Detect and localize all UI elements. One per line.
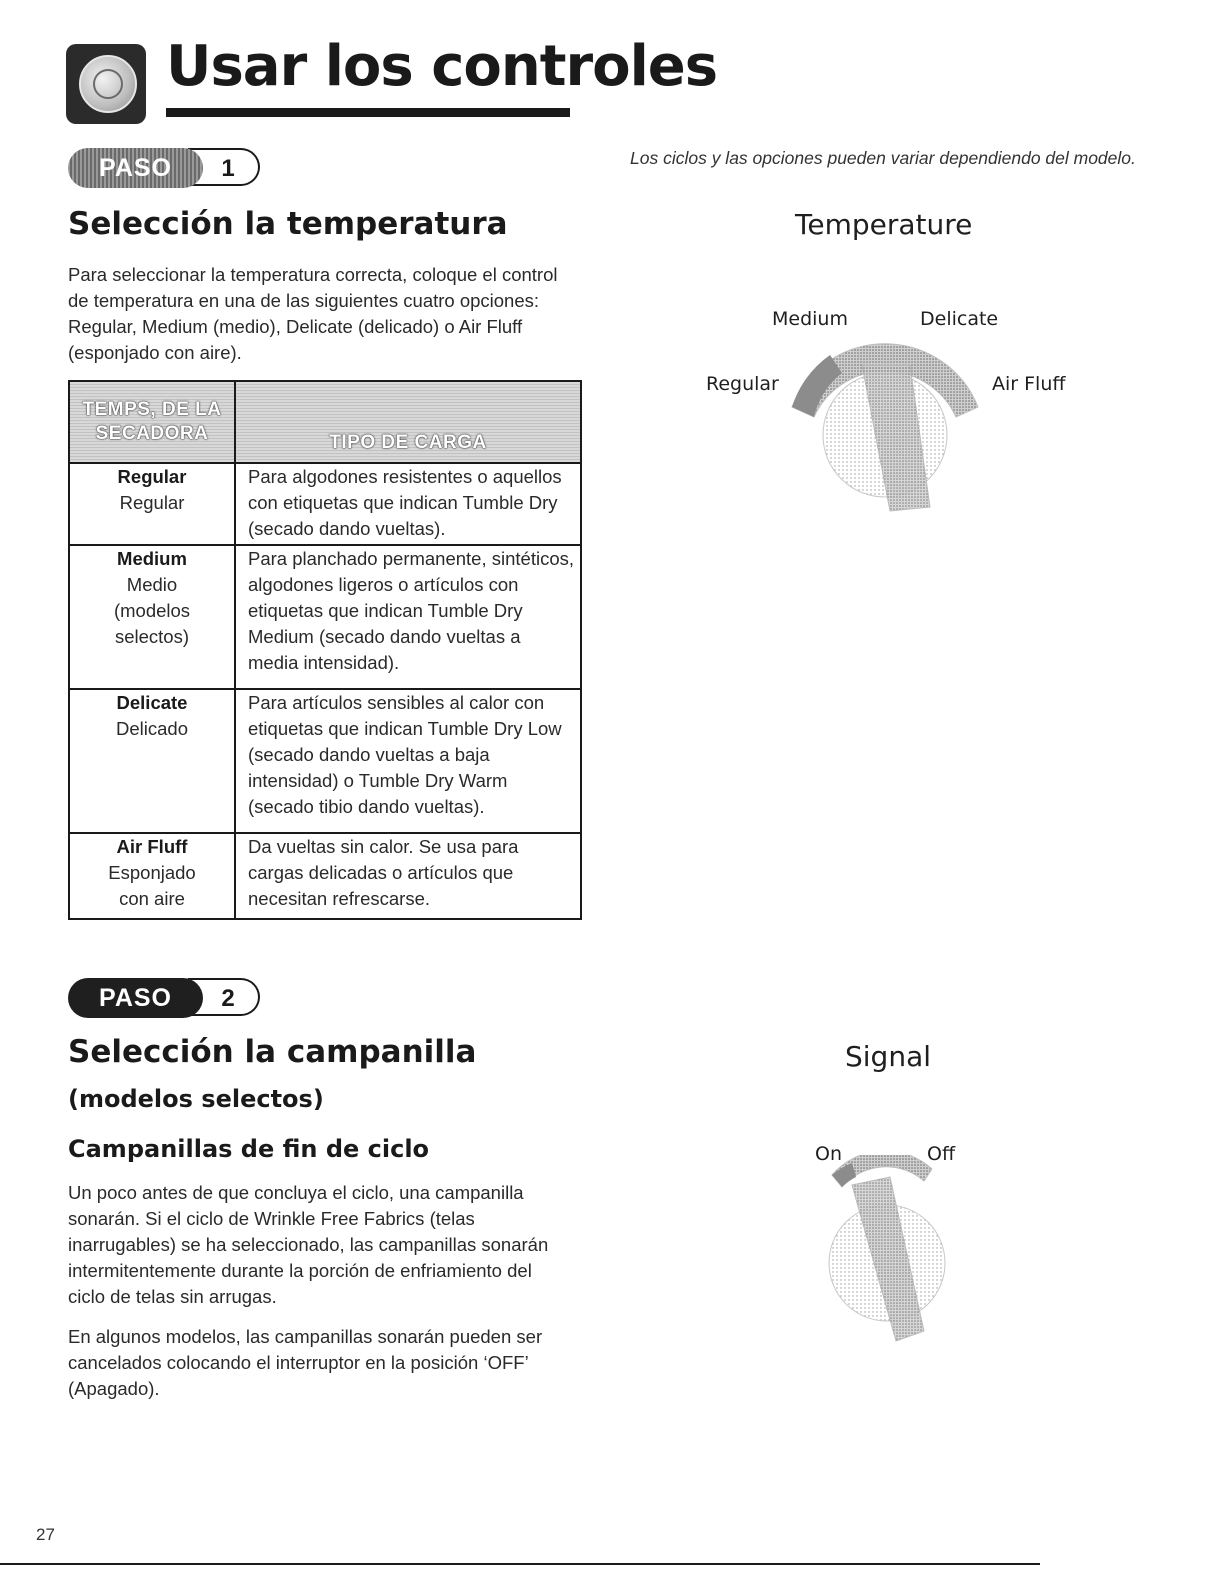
column-header-tipo: TIPO DE CARGA bbox=[235, 381, 581, 463]
section-heading-temperature: Selección la temperatura bbox=[68, 206, 508, 242]
table-row: Air Fluff Esponjado con aire Da vueltas sin calor. Se usa para cargas delicadas o artículos que necesitan refrescarse. bbox=[69, 833, 581, 919]
column-header-temps: TEMPS, DE LA SECADORA bbox=[69, 381, 235, 463]
table-row: Delicate Delicado Para artículos sensibles al calor con etiquetas que indican Tumble Dry Low (secado dando vueltas a baja intensidad) o Tumble Dry Warm (secado tibio dando vueltas). bbox=[69, 689, 581, 833]
table-row: Regular Regular Para algodones resistentes o aquellos con etiquetas que indican Tumble Dry (secado dando vueltas). bbox=[69, 463, 581, 545]
dial-icon bbox=[66, 44, 146, 124]
temperature-dial-title: Temperature bbox=[795, 208, 973, 241]
step-badge-label: PASO bbox=[68, 978, 203, 1018]
step-badge-label: PASO bbox=[68, 148, 203, 188]
temperature-dial-knob[interactable] bbox=[770, 325, 1000, 525]
signal-paragraph-2: En algunos modelos, las campanillas sonarán pueden ser cancelados colocando el interruptor en la posición ‘OFF’ (Apagado). bbox=[68, 1326, 543, 1399]
step-number: 1 bbox=[188, 148, 260, 186]
page-number: 27 bbox=[36, 1525, 55, 1544]
model-variation-note: Los ciclos y las opciones pueden variar dependiendo del modelo. bbox=[630, 148, 1136, 168]
section-subheading: (modelos selectos) bbox=[68, 1085, 324, 1113]
end-of-cycle-heading: Campanillas de fin de ciclo bbox=[68, 1135, 430, 1163]
signal-paragraph-1: Un poco antes de que concluya el ciclo, una campanilla sonarán. Si el ciclo de Wrinkle Free Fabrics (telas inarrugables) se ha seleccionado, las campanillas sonarán intermitentemente durante la porción de enfriamiento del ciclo de telas sin arrugas. bbox=[68, 1182, 549, 1307]
table-row: Medium Medio (modelos selectos) Para planchado permanente, sintéticos, algodones ligeros o artículos con etiquetas que indican Tumble Dry Medium (secado dando vueltas a media intensidad). bbox=[69, 545, 581, 689]
dial-label-medium: Medium bbox=[772, 308, 848, 330]
dial-label-air-fluff: Air Fluff bbox=[992, 373, 1066, 395]
dial-label-on: On bbox=[815, 1143, 842, 1165]
section-heading-signal: Selección la campanilla bbox=[68, 1034, 477, 1070]
step-number: 2 bbox=[188, 978, 260, 1016]
signal-dial-knob[interactable] bbox=[812, 1155, 962, 1355]
footer-rule bbox=[0, 1563, 1040, 1565]
dial-label-off: Off bbox=[927, 1143, 956, 1165]
dial-label-delicate: Delicate bbox=[920, 308, 999, 330]
page-title: Usar los controles bbox=[166, 34, 718, 99]
temperature-table bbox=[68, 380, 582, 920]
dial-label-regular: Regular bbox=[706, 373, 779, 395]
temperature-intro: Para seleccionar la temperatura correcta, coloque el control de temperatura en una de las siguientes cuatro opciones: Regular, Medium (medio), Delicate (delicado) o Air Fluff (esponjado con aire). bbox=[68, 264, 558, 363]
title-underline bbox=[166, 108, 570, 117]
signal-dial-title: Signal bbox=[845, 1040, 932, 1073]
